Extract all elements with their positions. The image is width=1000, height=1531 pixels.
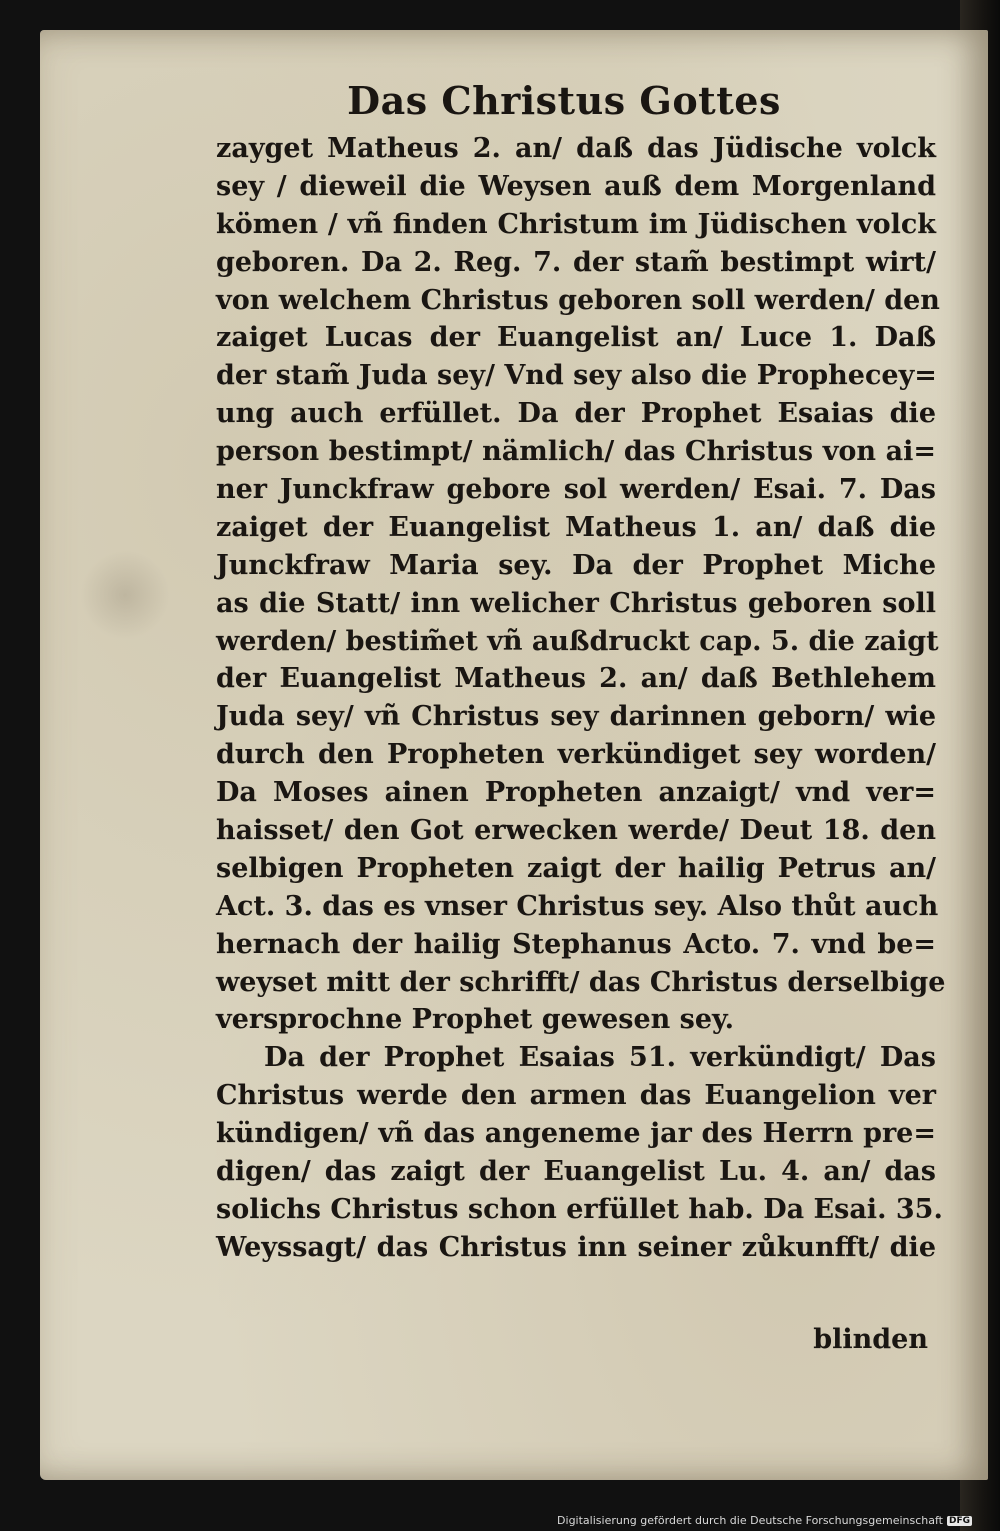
text-line: solichs Christus schon erfüllet hab. Da Esai. 35. (216, 1193, 943, 1225)
text-line: ung auch erfüllet. Da der Prophet Esaias die (216, 398, 936, 430)
text-line: kündigen/ vñ das angeneme jar des Herrn pre= (216, 1118, 936, 1150)
text-line: der stam̃ Juda sey/ Vnd sey also die Prophecey= (216, 360, 937, 392)
text-line: weyset mitt der schrifft/ das Christus derselbige (216, 966, 946, 998)
text-line: zaiget Lucas der Euangelist an/ Luce 1. Daß (216, 322, 936, 354)
text-line: werden/ bestim̃et vñ außdruckt cap. 5. die zaigt (216, 625, 939, 657)
text-line: Da der Prophet Esaias 51. verkündigt/ Das (264, 1042, 936, 1074)
text-line: geboren. Da 2. Reg. 7. der stam̃ bestimpt wirt/ (216, 246, 936, 278)
text-line: versprochne Prophet gewesen sey. (216, 1004, 735, 1036)
text-line: digen/ das zaigt der Euangelist Lu. 4. an/ das (216, 1156, 936, 1188)
catchword: blinden (813, 1324, 928, 1355)
text-line: kömen / vñ finden Christum im Jüdischen volck (216, 208, 936, 240)
dfg-logo: DFG (948, 1515, 970, 1526)
footer-credit (557, 1514, 972, 1527)
text-line: zaiget der Euangelist Matheus 1. an/ daß die (216, 511, 936, 543)
text-line: hernach der hailig Stephanus Acto. 7. vnd be= (216, 928, 936, 960)
text-line: der Euangelist Matheus 2. an/ daß Bethlehem (216, 663, 936, 695)
text-line: selbigen Propheten zaigt der hailig Petrus an/ (216, 852, 936, 884)
text-line: von welchem Christus geboren soll werden/ den (216, 284, 940, 316)
book-page (40, 30, 988, 1480)
text-line: Act. 3. das es vnser Christus sey. Also thůt auch (216, 890, 939, 922)
text-line: Da Moses ainen Propheten anzaigt/ vnd ver= (216, 777, 936, 809)
text-line: durch den Propheten verkündiget sey worden/ (216, 739, 936, 771)
text-line: as die Statt/ inn welicher Christus geboren soll (216, 587, 936, 619)
text-line: Christus werde den armen das Euangelion ver (216, 1080, 936, 1112)
running-head: Das Christus Gottes (347, 78, 781, 123)
text-line: person bestimpt/ nämlich/ das Christus von ai= (216, 436, 936, 468)
paper-stain (80, 550, 170, 640)
text-line: sey / dieweil die Weysen auß dem Morgenland (216, 170, 936, 202)
text-line: Junckfraw Maria sey. Da der Prophet Miche (216, 549, 936, 581)
text-line: haisset/ den Got erwecken werde/ Deut 18. den (216, 815, 936, 847)
text-line: zayget Matheus 2. an/ daß das Jüdische volck (216, 133, 936, 164)
text-line: Weyssagt/ das Christus inn seiner zůkunfft/ die (216, 1231, 936, 1263)
footer-text: Digitalisierung gefördert durch die Deutsche Forschungsgemeinschaft (557, 1514, 943, 1527)
text-line: Juda sey/ vñ Christus sey darinnen geborn/ wie (216, 701, 936, 733)
text-line: ner Junckfraw gebore sol werden/ Esai. 7. Das (216, 474, 936, 506)
text-block (216, 130, 946, 1267)
